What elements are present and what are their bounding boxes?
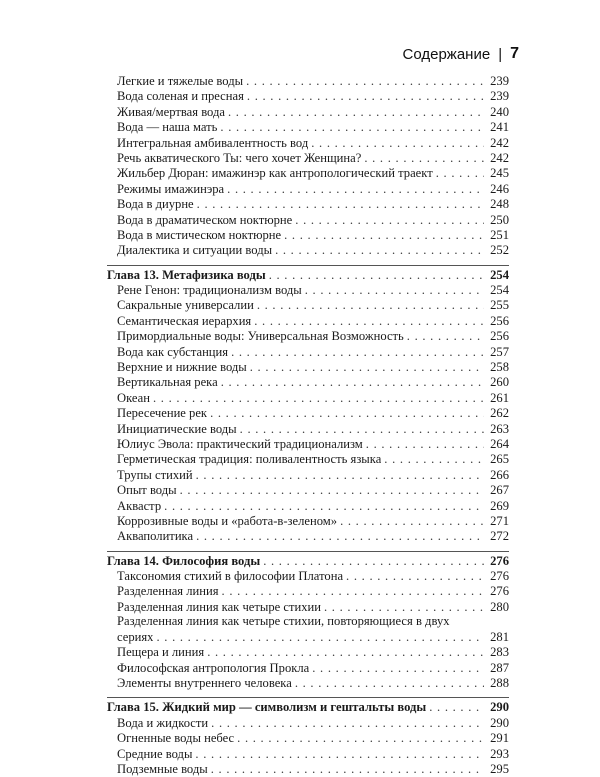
- chapter-divider: [107, 551, 509, 552]
- entry-page-number: 241: [490, 120, 509, 135]
- entry-title: Философская антропология Прокла: [117, 660, 310, 675]
- entry-page-number: 291: [490, 731, 509, 746]
- entry-page-number: 276: [490, 584, 509, 599]
- chapter-title: Глава 14. Философия воды: [107, 553, 261, 568]
- entry-title: Легкие и тяжелые воды: [117, 73, 244, 88]
- dot-leader: [221, 375, 484, 390]
- entry-page-number: 258: [490, 360, 509, 375]
- entry-title: Огненные воды небес: [117, 731, 235, 746]
- toc-entry[interactable]: [107, 314, 509, 329]
- entry-title: Диалектика и ситуации воды: [117, 243, 273, 258]
- entry-title: Герметическая традиция: поливалентность языка: [117, 452, 382, 467]
- dot-leader: [366, 437, 484, 452]
- entry-page-number: 240: [490, 104, 509, 119]
- dot-leader: [220, 120, 484, 135]
- entry-page-number: 276: [490, 553, 509, 568]
- entry-title: сериях: [117, 629, 154, 644]
- dot-leader: [340, 514, 484, 529]
- entry-page-number: 254: [490, 267, 509, 282]
- toc-entry[interactable]: [107, 391, 509, 406]
- dot-leader: [196, 529, 484, 544]
- entry-title: Вода в мистическом ноктюрне: [117, 227, 282, 242]
- entry-page-number: 264: [490, 436, 509, 451]
- chapter-title: Глава 13. Метафизика воды: [107, 267, 266, 282]
- toc-entry[interactable]: [107, 483, 509, 498]
- dot-leader: [156, 630, 484, 645]
- dot-leader: [231, 345, 484, 360]
- entry-page-number: 290: [490, 700, 509, 715]
- entry-title: Вертикальная река: [117, 375, 218, 390]
- running-head-section: Содержание: [402, 45, 491, 63]
- toc-entry[interactable]: [107, 213, 509, 228]
- toc-entry[interactable]: [107, 375, 509, 390]
- chapter-divider: [107, 265, 509, 266]
- dot-leader: [364, 151, 484, 166]
- running-head: [0, 45, 519, 63]
- toc-entry[interactable]: [107, 731, 509, 746]
- entry-title: Океан: [117, 390, 150, 405]
- entry-page-number: 254: [490, 283, 509, 298]
- entry-page-number: 250: [490, 212, 509, 227]
- entry-title: Акваполитика: [117, 529, 194, 544]
- dot-leader: [263, 554, 484, 569]
- dot-leader: [153, 391, 484, 406]
- entry-title: Верхние и нижние воды: [117, 360, 247, 375]
- dot-leader: [180, 483, 484, 498]
- dot-leader: [196, 468, 484, 483]
- entry-page-number: 287: [490, 660, 509, 675]
- dot-leader: [429, 700, 484, 715]
- dot-leader: [222, 584, 484, 599]
- dot-leader: [211, 716, 484, 731]
- toc-entry[interactable]: [107, 468, 509, 483]
- entry-page-number: 288: [490, 675, 509, 690]
- toc-chapter-entry[interactable]: [107, 268, 509, 283]
- entry-page-number: 290: [490, 715, 509, 730]
- toc-entry[interactable]: [107, 228, 509, 243]
- entry-page-number: 257: [490, 344, 509, 359]
- dot-leader: [207, 645, 484, 660]
- toc-entry[interactable]: [107, 74, 509, 89]
- entry-page-number: 281: [490, 629, 509, 644]
- dot-leader: [269, 268, 484, 283]
- toc-entry[interactable]: [107, 283, 509, 298]
- entry-page-number: 283: [490, 645, 509, 660]
- toc-entry[interactable]: [107, 585, 509, 600]
- toc-entry[interactable]: [107, 716, 509, 731]
- entry-title: Жильбер Дюран: имажинэр как антропологический траект: [117, 166, 433, 181]
- toc-entry[interactable]: [107, 345, 509, 360]
- entry-page-number: 260: [490, 375, 509, 390]
- toc-entry[interactable]: [107, 661, 509, 676]
- entry-title: Разделенная линия как четыре стихии: [117, 599, 321, 614]
- entry-title: Речь акватического Ты: чего хочет Женщина?: [117, 150, 362, 165]
- entry-title: Таксономия стихий в философии Платона: [117, 569, 344, 584]
- toc-entry[interactable]: [107, 569, 509, 584]
- toc-entry[interactable]: [107, 437, 509, 452]
- entry-title: Опыт воды: [117, 483, 177, 498]
- entry-page-number: 280: [490, 599, 509, 614]
- dot-leader: [197, 197, 484, 212]
- entry-page-number: 276: [490, 569, 509, 584]
- toc-entry[interactable]: [107, 762, 509, 777]
- toc-entry[interactable]: [107, 406, 509, 421]
- entry-title: Вода как субстанция: [117, 344, 229, 359]
- entry-page-number: 293: [490, 746, 509, 761]
- toc-entry[interactable]: [107, 676, 509, 691]
- entry-title: Сакральные универсалии: [117, 298, 254, 313]
- dot-leader: [436, 166, 484, 181]
- toc-entry[interactable]: [107, 105, 509, 120]
- entry-page-number: 272: [490, 529, 509, 544]
- entry-title: Рене Генон: традиционализм воды: [117, 283, 302, 298]
- entry-title: Подземные воды: [117, 761, 208, 776]
- toc-entry[interactable]: [107, 615, 509, 630]
- entry-title: Инициатические воды: [117, 421, 237, 436]
- dot-leader: [211, 762, 484, 777]
- entry-page-number: 266: [490, 467, 509, 482]
- dot-leader: [195, 747, 484, 762]
- dot-leader: [227, 182, 484, 197]
- entry-title: Элементы внутреннего человека: [117, 675, 292, 690]
- dot-leader: [164, 499, 484, 514]
- dot-leader: [384, 452, 484, 467]
- toc-entry[interactable]: [107, 151, 509, 166]
- toc-entry[interactable]: [107, 600, 509, 615]
- entry-page-number: 261: [490, 390, 509, 405]
- dot-leader: [228, 105, 484, 120]
- entry-title: Вода в драматическом ноктюрне: [117, 212, 293, 227]
- dot-leader: [250, 360, 484, 375]
- toc-entry[interactable]: [107, 452, 509, 467]
- toc-entry[interactable]: [107, 514, 509, 529]
- entry-title: Пещера и линия: [117, 645, 205, 660]
- toc-entry[interactable]: [107, 243, 509, 258]
- dot-leader: [257, 298, 484, 313]
- dot-leader: [237, 731, 484, 746]
- entry-page-number: 271: [490, 513, 509, 528]
- toc-entry[interactable]: [107, 197, 509, 212]
- entry-title: Аквастр: [117, 498, 162, 513]
- toc-entry[interactable]: [107, 747, 509, 762]
- dot-leader: [312, 661, 484, 676]
- running-head-separator: |: [498, 45, 503, 63]
- toc-entry[interactable]: [107, 645, 509, 660]
- dot-leader: [407, 329, 484, 344]
- entry-page-number: 255: [490, 298, 509, 313]
- entry-title: Пересечение рек: [117, 406, 208, 421]
- chapter-title: Глава 15. Жидкий мир — символизм и гештальты воды: [107, 700, 427, 715]
- dot-leader: [284, 228, 484, 243]
- toc-entry[interactable]: [107, 329, 509, 344]
- toc-entry[interactable]: [107, 120, 509, 135]
- dot-leader: [305, 283, 484, 298]
- entry-title: Трупы стихий: [117, 467, 193, 482]
- toc-entry[interactable]: [107, 360, 509, 375]
- entry-title: Вода соленая и пресная: [117, 89, 244, 104]
- entry-title: Вода — наша мать: [117, 120, 218, 135]
- entry-page-number: 263: [490, 421, 509, 436]
- entry-title: Интегральная амбивалентность вод: [117, 135, 309, 150]
- entry-page-number: 248: [490, 197, 509, 212]
- entry-title: Разделенная линия как четыре стихии, повторяющиеся в двух: [117, 614, 450, 629]
- entry-title: Режимы имажинэра: [117, 181, 225, 196]
- dot-leader: [311, 136, 484, 151]
- entry-title: Вода и жидкости: [117, 715, 209, 730]
- toc-entry[interactable]: [107, 529, 509, 544]
- dot-leader: [247, 89, 484, 104]
- page-number: 7: [510, 45, 519, 62]
- dot-leader: [275, 243, 484, 258]
- table-of-contents: [107, 74, 509, 777]
- entry-page-number: 295: [490, 761, 509, 776]
- dot-leader: [246, 74, 484, 89]
- entry-page-number: 256: [490, 313, 509, 328]
- entry-title: Семантическая иерархия: [117, 313, 252, 328]
- toc-entry[interactable]: [107, 182, 509, 197]
- entry-page-number: 251: [490, 227, 509, 242]
- entry-title: Живая/мертвая вода: [117, 104, 225, 119]
- dot-leader: [295, 213, 484, 228]
- dot-leader: [240, 422, 484, 437]
- entry-title: Разделенная линия: [117, 584, 219, 599]
- entry-page-number: 246: [490, 181, 509, 196]
- toc-entry[interactable]: [107, 166, 509, 181]
- toc-chapter-entry[interactable]: [107, 554, 509, 569]
- entry-page-number: 252: [490, 243, 509, 258]
- toc-entry[interactable]: [107, 422, 509, 437]
- entry-page-number: 265: [490, 452, 509, 467]
- chapter-divider: [107, 697, 509, 698]
- toc-entry[interactable]: [107, 499, 509, 514]
- entry-page-number: 242: [490, 135, 509, 150]
- entry-page-number: 256: [490, 329, 509, 344]
- entry-page-number: 239: [490, 73, 509, 88]
- toc-entry[interactable]: [107, 630, 509, 645]
- toc-entry[interactable]: [107, 136, 509, 151]
- entry-title: Примордиальные воды: Универсальная Возможность: [117, 329, 404, 344]
- dot-leader: [254, 314, 484, 329]
- entry-page-number: 242: [490, 150, 509, 165]
- entry-title: Юлиус Эвола: практический традиционализм: [117, 436, 363, 451]
- entry-page-number: 262: [490, 406, 509, 421]
- entry-page-number: 239: [490, 89, 509, 104]
- dot-leader: [324, 600, 484, 615]
- toc-entry[interactable]: [107, 89, 509, 104]
- dot-leader: [295, 676, 484, 691]
- entry-page-number: 267: [490, 483, 509, 498]
- entry-page-number: 245: [490, 166, 509, 181]
- dot-leader: [346, 569, 484, 584]
- entry-page-number: 269: [490, 498, 509, 513]
- dot-leader: [210, 406, 484, 421]
- entry-title: Вода в диурне: [117, 197, 194, 212]
- entry-title: Коррозивные воды и «работа-в-зеленом»: [117, 513, 338, 528]
- entry-title: Средние воды: [117, 746, 193, 761]
- toc-chapter-entry[interactable]: [107, 700, 509, 715]
- toc-entry[interactable]: [107, 298, 509, 313]
